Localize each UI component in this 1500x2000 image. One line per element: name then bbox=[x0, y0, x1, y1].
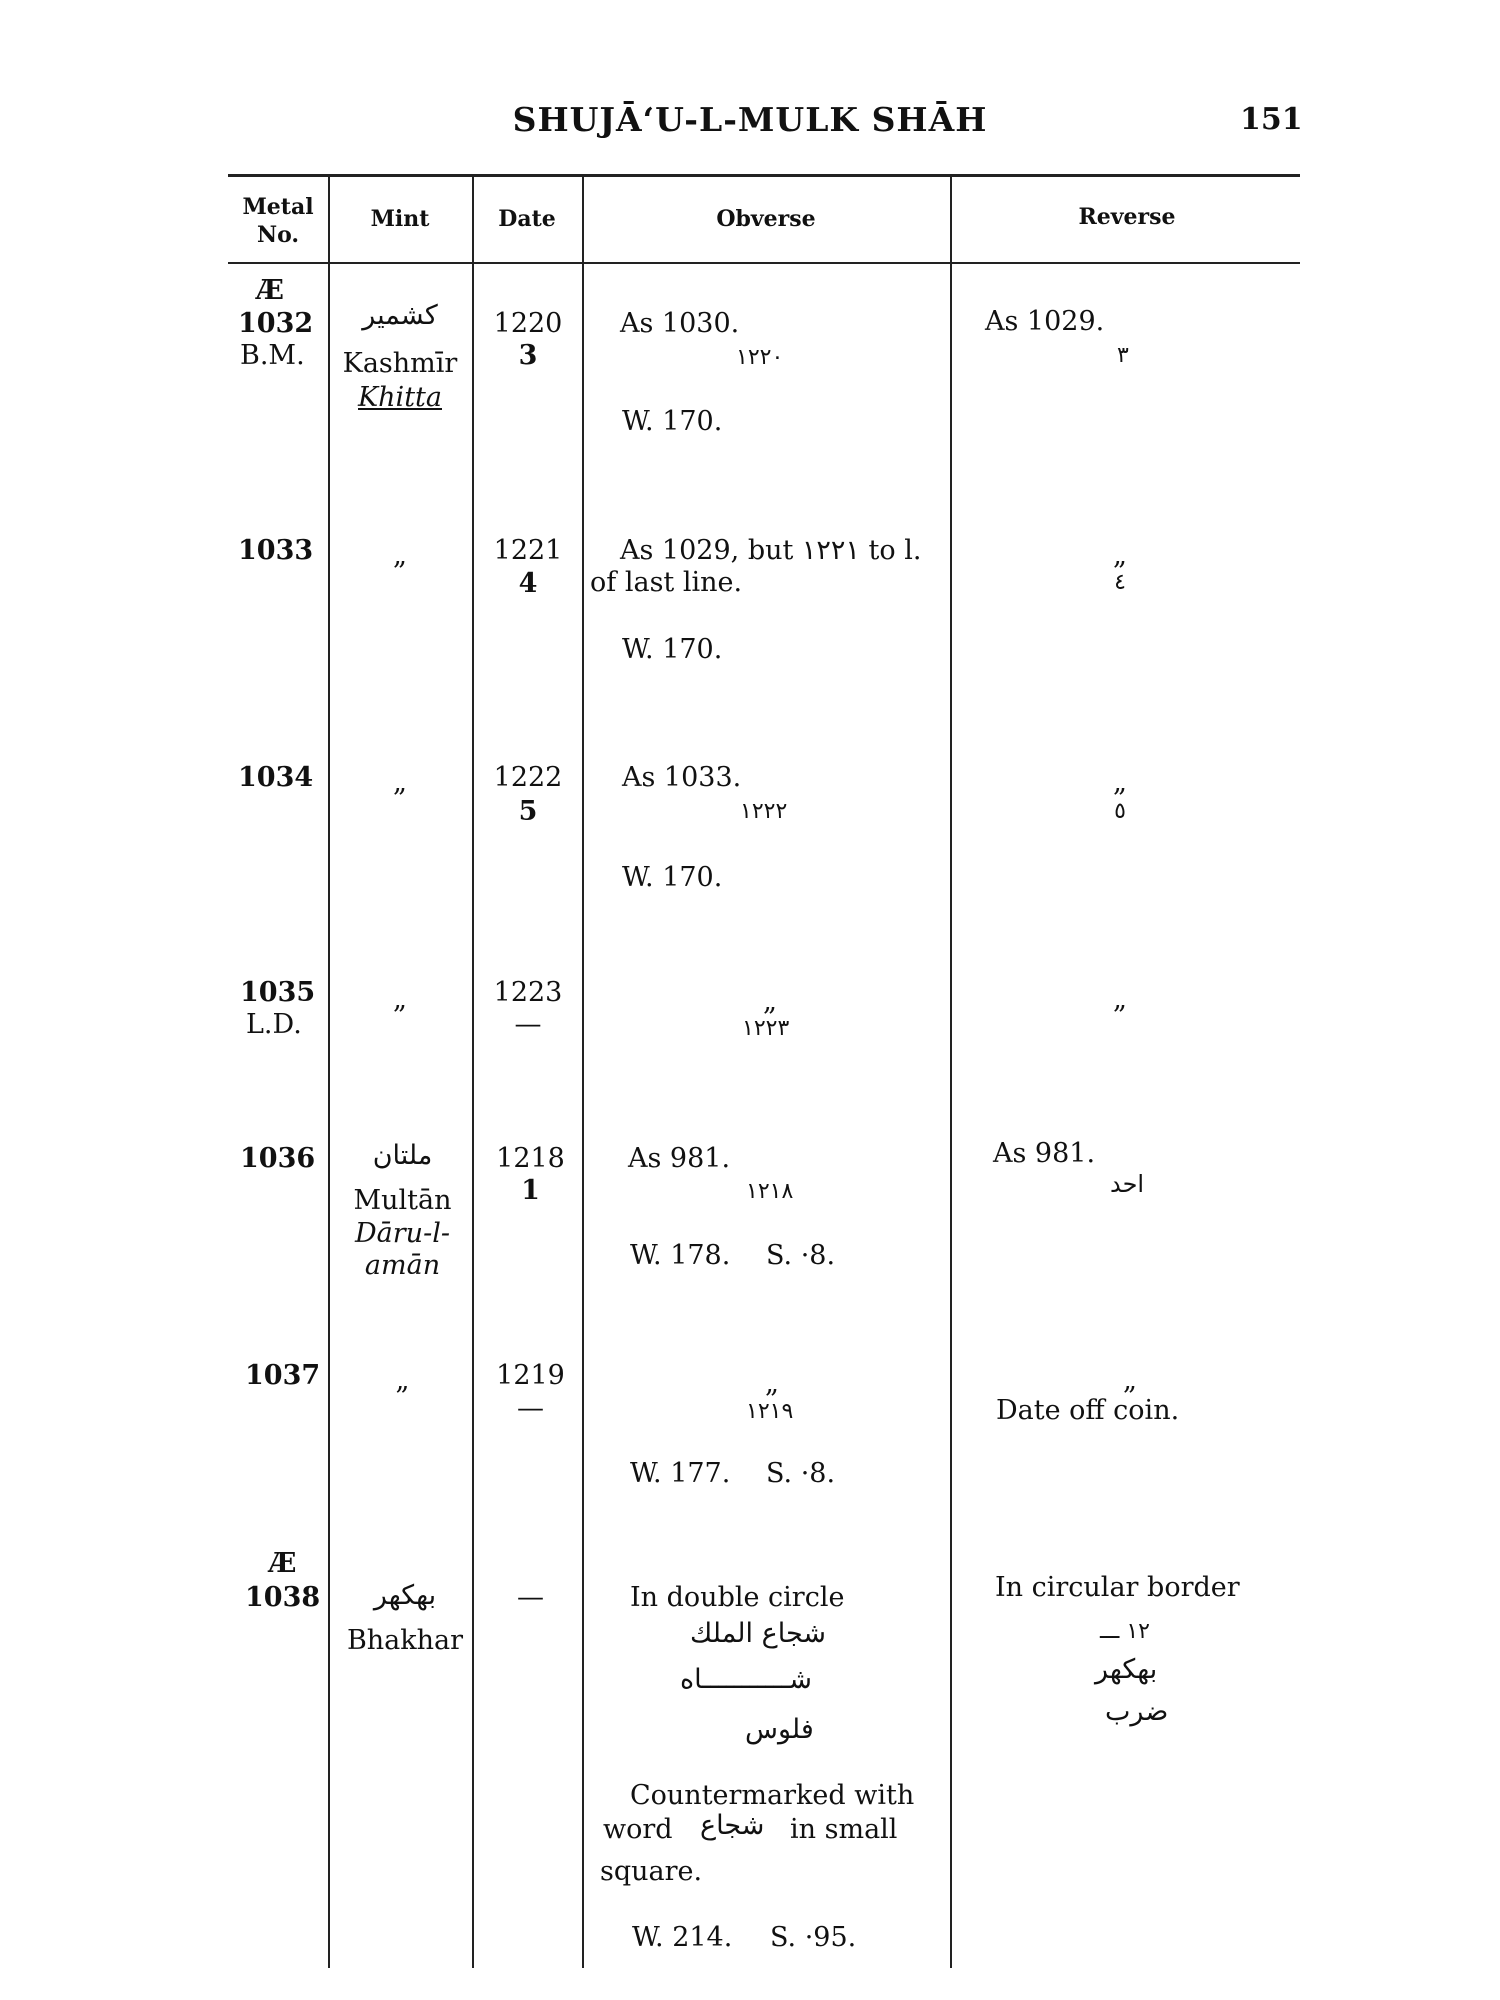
catalogue-number: 1034 bbox=[238, 762, 314, 793]
mint-ditto: „ bbox=[393, 984, 407, 1015]
date-ah: — bbox=[517, 1582, 544, 1613]
obverse-arabic-line1: شجاع الملك bbox=[690, 1618, 827, 1649]
mint-name: Multān bbox=[353, 1185, 452, 1216]
page-title: SHUJĀ‘U-L-MULK SHĀH bbox=[512, 100, 988, 139]
weight: W. 214. bbox=[632, 1922, 733, 1953]
column-divider bbox=[328, 176, 330, 1968]
countermark-text-cont2: in small bbox=[790, 1814, 898, 1845]
reverse-arabic-line3: ضرب bbox=[1105, 1696, 1169, 1727]
obverse-ditto: „ bbox=[765, 1368, 779, 1399]
reverse-arabic: احد bbox=[1110, 1170, 1145, 1198]
reverse-ditto: „ bbox=[1123, 1365, 1137, 1396]
reverse-ditto: „ bbox=[1113, 767, 1127, 798]
column-header-obverse: Obverse bbox=[716, 206, 816, 232]
collection-code: L.D. bbox=[246, 1009, 302, 1040]
weight: W. 170. bbox=[622, 634, 723, 665]
weight: W. 177. bbox=[630, 1458, 731, 1489]
date-ah: 1218 bbox=[496, 1143, 565, 1174]
collection-code: B.M. bbox=[240, 340, 305, 371]
mint-epithet: Dāru-l- bbox=[355, 1218, 450, 1249]
mint-ditto: „ bbox=[393, 767, 407, 798]
catalogue-number: 1033 bbox=[238, 535, 314, 566]
weight: W. 170. bbox=[622, 862, 723, 893]
date-ah: 1220 bbox=[493, 308, 563, 339]
mint-name: Kashmīr bbox=[342, 348, 458, 379]
regnal-year: 4 bbox=[518, 568, 538, 599]
date-ah: 1223 bbox=[493, 977, 563, 1008]
mint-ditto: „ bbox=[395, 1365, 410, 1396]
obverse-arabic-line3: فلوس bbox=[745, 1714, 814, 1745]
column-header-metal-no: Metal No. bbox=[242, 194, 314, 248]
obverse-text: As 1033. bbox=[622, 762, 742, 793]
column-divider bbox=[472, 176, 474, 1968]
obverse-text-cont: of last line. bbox=[590, 567, 743, 598]
mint-epithet: Khitta bbox=[358, 382, 442, 413]
column-divider bbox=[950, 176, 952, 1968]
obverse-arabic: ١٢١٨ bbox=[746, 1179, 794, 1204]
metal-symbol: Æ bbox=[268, 1548, 297, 1579]
reverse-arabic: ٣ bbox=[1117, 343, 1129, 368]
regnal-year: 3 bbox=[518, 340, 538, 371]
reverse-text: In circular border bbox=[995, 1572, 1240, 1603]
obverse-text: As 1030. bbox=[620, 308, 740, 339]
countermark-text: Countermarked with bbox=[630, 1780, 915, 1811]
regnal-year: — bbox=[514, 1009, 542, 1040]
weight: W. 170. bbox=[622, 406, 723, 437]
header-bottom-rule bbox=[228, 262, 1300, 264]
date-ah: 1222 bbox=[493, 762, 563, 793]
reverse-arabic: ٤ bbox=[1114, 570, 1126, 595]
reverse-arabic: ٥ bbox=[1114, 799, 1126, 824]
specific-gravity: S. ·95. bbox=[770, 1922, 857, 1953]
date-ah: 1221 bbox=[493, 535, 563, 566]
mint-ditto: „ bbox=[393, 540, 407, 571]
mint-name: Bhakhar bbox=[346, 1625, 464, 1656]
reverse-text: As 1029. bbox=[985, 306, 1105, 337]
catalogue-number: 1037 bbox=[245, 1360, 321, 1391]
obverse-arabic: ١٢٢٠ bbox=[736, 345, 784, 370]
catalogue-number: 1036 bbox=[240, 1143, 316, 1174]
reverse-ditto: „ bbox=[1113, 540, 1127, 571]
obverse-text: As 981. bbox=[628, 1143, 731, 1174]
date-ah: 1219 bbox=[496, 1360, 565, 1391]
catalogue-number: 1032 bbox=[238, 308, 314, 339]
reverse-ditto: „ bbox=[1113, 984, 1127, 1015]
obverse-arabic: ١٢٢٢ bbox=[740, 799, 788, 824]
obverse-ditto: „ bbox=[763, 986, 777, 1017]
metal-symbol: Æ bbox=[256, 275, 284, 306]
obverse-arabic: ١٢٢٣ bbox=[742, 1016, 790, 1041]
column-divider bbox=[582, 176, 584, 1968]
regnal-year: — bbox=[517, 1393, 544, 1424]
column-header-reverse: Reverse bbox=[1078, 204, 1176, 230]
mint-arabic: کشمیر bbox=[362, 300, 438, 331]
column-header-mint: Mint bbox=[370, 206, 430, 232]
weight: W. 178. bbox=[630, 1240, 731, 1271]
reverse-arabic-line2: بهکهر bbox=[1095, 1654, 1158, 1685]
table-top-rule bbox=[228, 174, 1300, 177]
countermark-arabic: شجاع bbox=[700, 1810, 765, 1841]
mint-epithet-cont: amān bbox=[364, 1250, 441, 1281]
specific-gravity: S. ·8. bbox=[766, 1458, 836, 1489]
mint-arabic: بهکهر bbox=[373, 1580, 437, 1611]
catalogue-number: 1035 bbox=[240, 977, 316, 1008]
obverse-text: As 1029, but ١٢٢١ to l. bbox=[620, 535, 922, 566]
reverse-text: As 981. bbox=[993, 1138, 1096, 1169]
obverse-text: In double circle bbox=[630, 1582, 845, 1613]
column-header-date: Date bbox=[498, 206, 556, 232]
mint-arabic: ملتان bbox=[372, 1140, 433, 1171]
reverse-arabic-line1: ١٢ ـــ bbox=[1100, 1619, 1150, 1644]
countermark-text-cont: word bbox=[603, 1814, 673, 1845]
countermark-text-cont3: square. bbox=[600, 1856, 703, 1887]
regnal-year: 5 bbox=[518, 796, 538, 827]
page-number: 151 bbox=[1240, 102, 1303, 137]
obverse-arabic: ١٢١٩ bbox=[746, 1399, 794, 1424]
catalogue-number: 1038 bbox=[245, 1582, 321, 1613]
regnal-year: 1 bbox=[521, 1175, 540, 1206]
reverse-text: Date off coin. bbox=[996, 1395, 1180, 1426]
specific-gravity: S. ·8. bbox=[766, 1240, 836, 1271]
obverse-arabic-line2: شـــــــــــاه bbox=[680, 1664, 813, 1695]
